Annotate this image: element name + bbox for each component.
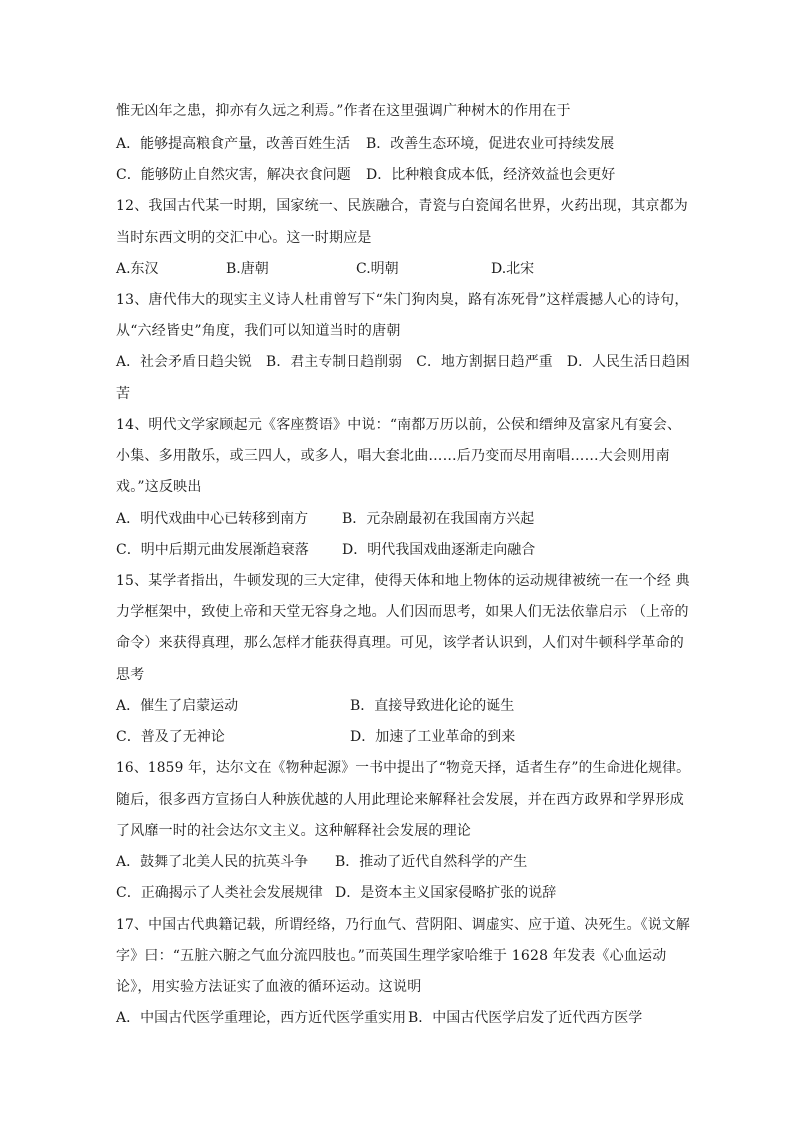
question-17-option-a: A．中国古代医学重理论，西方近代医学重实用 [116, 1010, 407, 1026]
question-17-option-b: B．中国古代医学启发了近代西方医学 [408, 1010, 643, 1026]
question-11-stem-tail: 惟无凶年之患，抑亦有久远之利焉。”作者在这里强调广种树木的作用在于 [116, 103, 571, 119]
question-12-stem-line-1: 12、我国古代某一时期，国家统一、民族融合，青瓷与白瓷闻名世界，火药出现，其京都为 [116, 198, 689, 214]
question-15-option-c: C．普及了无神论 [116, 729, 225, 745]
question-15-stem-line-1: 15、某学者指出，牛顿发现的三大定律，使得天体和地上物体的运动规律被统一在一个经 典 [116, 573, 690, 589]
question-16-option-d: D．是资本主义国家侵略扩张的说辞 [335, 885, 557, 901]
question-12-option-d: D.北宋 [491, 261, 535, 277]
question-15-option-b: B．直接导致进化论的诞生 [350, 698, 515, 714]
question-15-stem-line-2: 力学框架中，致使上帝和天堂无容身之地。人们因而思考，如果人们无法依靠启示 （上帝的 [116, 604, 689, 620]
question-13-options: A．社会矛盾日趋尖锐 B．君主专制日趋削弱 C．地方割据日趋严重 D．人民生活日趋困 [116, 354, 690, 370]
question-15-stem-line-4: 思考 [116, 667, 145, 683]
question-14-option-b: B．元杂剧最初在我国南方兴起 [342, 511, 535, 527]
question-16-option-a: A．鼓舞了北美人民的抗英斗争 [116, 854, 309, 870]
question-16-option-b: B．推动了近代自然科学的产生 [335, 854, 528, 870]
question-12-option-a: A.东汉 [116, 261, 159, 277]
question-11-option-d: D．比种粮食成本低，经济效益也会更好 [366, 167, 616, 183]
question-12-stem-line-2: 当时东西文明的交汇中心。这一时期应是 [116, 230, 372, 246]
question-15-option-d: D．加速了工业革命的到来 [350, 729, 516, 745]
question-12-option-b: B.唐朝 [226, 261, 269, 277]
question-17-stem-line-3: 论》，用实验方法证实了血液的循环运动。这说明 [116, 979, 422, 995]
question-14-stem-line-3: 戏。”这反映出 [116, 479, 202, 495]
question-14-option-d: D．明代我国戏曲逐渐走向融合 [342, 542, 536, 558]
question-13-options-tail: 苦 [116, 386, 131, 402]
question-17-stem-line-1: 17、中国古代典籍记载，所谓经络，乃行血气、营阴阳、调虚实、应于道、决死生。《说文解 [116, 917, 691, 933]
question-12-option-c: C.明朝 [356, 261, 399, 277]
question-17-stem-line-2: 字》曰：“五脏六腑之气血分流四肢也。”而英国生理学家哈维于 1628 年发表《心血运动 [116, 948, 667, 964]
question-16-stem-line-1: 16、1859 年，达尔文在《物种起源》一书中提出了“物竞天择，适者生存”的生命进化规律。 [116, 760, 691, 776]
question-14-option-a: A．明代戏曲中心已转移到南方 [116, 511, 309, 527]
question-13-stem-line-2: 从“六经皆史”角度，我们可以知道当时的唐朝 [116, 323, 401, 339]
question-15-option-a: A．催生了启蒙运动 [116, 698, 239, 714]
question-14-stem-line-2: 小集、多用散乐，或三四人，或多人，唱大套北曲……后乃变而尽用南唱……大会则用南 [116, 448, 670, 464]
question-11-option-b: B．改善生态环境，促进农业可持续发展 [366, 136, 615, 152]
question-14-stem-line-1: 14、明代文学家顾起元《客座赘语》中说：“南都万历以前，公侯和缙绅及富家凡有宴会、 [116, 417, 682, 433]
question-14-option-c: C．明中后期元曲发展渐趋衰落 [116, 542, 309, 558]
question-16-stem-line-3: 了风靡一时的社会达尔文主义。这种解释社会发展的理论 [116, 823, 471, 839]
question-11-option-a: A．能够提高粮食产量，改善百姓生活 [116, 136, 351, 152]
question-15-stem-line-3: 命令）来获得真理，那么怎样才能获得真理。可见，该学者认识到，人们对牛顿科学革命的 [116, 635, 684, 651]
question-13-stem-line-1: 13、唐代伟大的现实主义诗人杜甫曾写下“朱门狗肉臭，路有冻死骨”这样震撼人心的诗句， [116, 292, 689, 308]
question-16-option-c: C．正确揭示了人类社会发展规律 [116, 885, 323, 901]
question-11-option-c: C．能够防止自然灾害，解决衣食问题 [116, 167, 351, 183]
question-16-stem-line-2: 随后，很多西方宣扬白人种族优越的人用此理论来解释社会发展，并在西方政界和学界形成 [116, 792, 684, 808]
